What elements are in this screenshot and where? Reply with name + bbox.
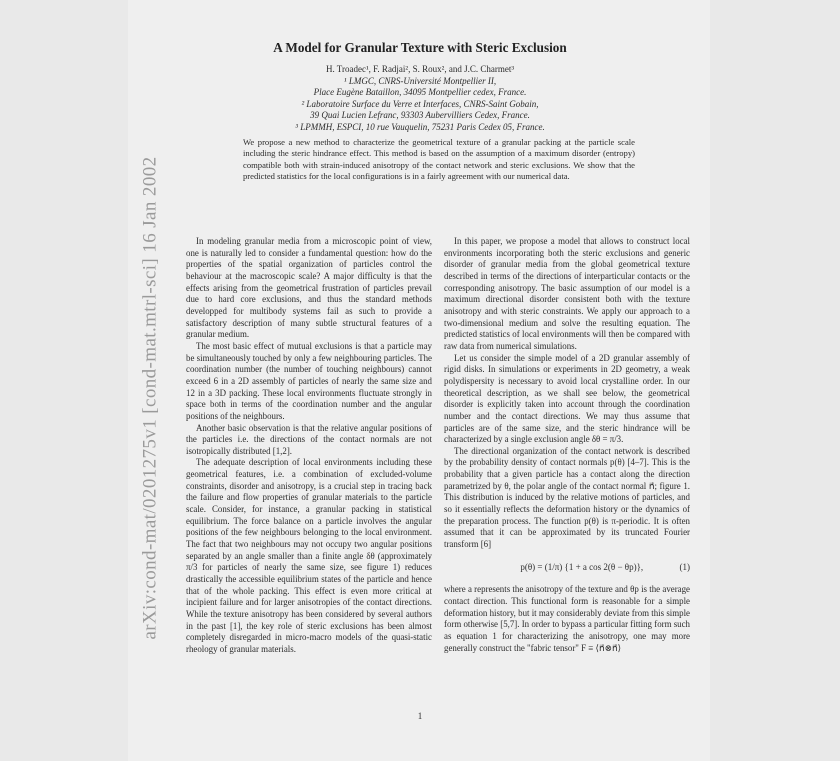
paragraph: In modeling granular media from a microscopic point of view, one is naturally led to consider a fundamental question: how do the properties of the spatial organization of particles control the behaviour at the macroscopic scale? A major difficulty is that the effects arising from the geometrical frustration of particles prevail due to hard core exclusions, and thus the standard methods developped for multibody systems fail as such to provide a satisfactory description of many subtle structural features of a granular medium. (186, 236, 432, 340)
arxiv-identifier: arXiv:cond-mat/0201275v1 [cond-mat.mtrl-sci] 16 Jan 2002 (140, 156, 161, 640)
paragraph: Another basic observation is that the relative angular positions of the particles i.e. the directions of the contact normals are not isotropically distributed [1,2]. (186, 422, 432, 456)
paragraph: The most basic effect of mutual exclusions is that a particle may be simultaneously touched by only a few neighbouring particles. The coordination number (the number of touching neighbours) cannot exceed 6 in a 2D assembly of particles of nearly the same size and 12 in a 3D packing. These local environments fluctuate strongly in space both in terms of the coordination number and the angular positions of the neighbours. (186, 340, 432, 421)
abstract: We propose a new method to characterize the geometrical texture of a granular packing at the particle scale including the steric hindrance effect. This method is based on the assumption of a maximum disorder (entropy) compatible both with strain-induced anisotropy of the contact network and steric exclusions. We show that the predicted statistics for the local configurations is in a fairly agreement with our numerical data. (243, 137, 635, 182)
equation-text: p(θ) = (1/π) {1 + a cos 2(θ − θp)}, (520, 561, 644, 572)
paper-title: A Model for Granular Texture with Steric Exclusion (273, 40, 567, 55)
paragraph: The directional organization of the contact network is described by the probability density of contact normals p(θ) [4–7]. This is the probability that a given particle has a contact along the direction parametrized by θ, the polar angle of the contact normal n⃗; figure 1. This distribution is induced by the relative motions of particles, and so it essentially reflects the deformation history or the dynamics of the preparation process. The function p(θ) is π-periodic. It is often assumed that it can be approximated by its truncated Fourier transform [6] (444, 445, 690, 550)
right-column (444, 236, 690, 654)
paragraph: The adequate description of local environments including these geometrical features, i.e. a combination of excluded-volume constraints, disorder and anisotropy, is a crucial step in tracing back the failure and flow properties of granular materials to the particle scale. Consider, for instance, a granular packing in statistical equilibrium. The force balance on a particle involves the angular positions of the few neighbours belonging to the local environment. The fact that two neighbours may not occupy two angular positions separated by an angle smaller than a finite angle δθ (approximately π/3 for particles of nearly the same size, see figure 1) reduces drastically the accessible equilibrium states of the particle and hence that of the whole packing. This effect is even more critical at incipient failure and for larger anisotropies of the contact directions. While the texture anisotropy has been considered by several authors in the past [1], the key role of steric exclusions has been almost completely disregarded in micro-macro models of the quasi-static rheology of granular materials. (186, 457, 432, 654)
paragraph: where a represents the anisotropy of the texture and θp is the average contact direction. This functional form is reasonable for a simple deformation history, but it may considerably deviate from this simple form otherwise [5,7]. In order to bypass a particular fitting form such as equation 1 for characterizing the anisotropy, one may more generally construct the "fabric tensor" F ≡ ⟨n⃗⊗n⃗⟩ (444, 584, 690, 653)
author-block (0, 64, 840, 134)
arxiv-stamp (118, 118, 184, 678)
affiliation-1: ¹ LMGC, CNRS-Université Montpellier II, (343, 75, 497, 86)
equation-number: (1) (679, 561, 690, 572)
paragraph: In this paper, we propose a model that allows to construct local environments incorporating both the steric exclusions and generic disorder of granular media from the global geometrical texture described in terms of the directions of interparticular contacts or the corresponding anisotropy. The basic assumption of our model is a maximum directional disorder consistent both with the texture anisotropy and with steric constraints. We apply our approach to a two-dimensional medium and solve the resulting equation. The predicted statistics of local environments will then be compared with raw data from numerical simulations. (444, 236, 690, 351)
affiliation-1-address: Place Eugène Bataillon, 34095 Montpellier cedex, France. (313, 87, 527, 98)
equation-1 (444, 562, 690, 574)
affiliation-2: ² Laboratoire Surface du Verre et Interfaces, CNRS-Saint Gobain, (301, 98, 539, 109)
paragraph: Let us consider the simple model of a 2D granular assembly of rigid disks. In simulations or experiments in 2D geometry, a weak polydispersity is necessary to avoid local crystalline order. In our theoretical description, as we shall see below, the geometrical disorder is explicitly taken into account through the coordination number and the contact directions. We may thus assume that particles are of the same size, and the steric hindrance will be characterized by a single exclusion angle δθ = π/3. (444, 352, 690, 445)
author-list: H. Troadec¹, F. Radjai², S. Roux², and J.C. Charmet³ (325, 64, 515, 74)
affiliation-2-address: 39 Quai Lucien Lefranc, 93303 Aubervilliers Cedex, France. (310, 110, 530, 121)
affiliation-3: ³ LPMMH, ESPCI, 10 rue Vauquelin, 75231 Paris Cedex 05, France. (295, 121, 545, 132)
left-column (186, 236, 432, 656)
page-number: 1 (417, 711, 423, 721)
